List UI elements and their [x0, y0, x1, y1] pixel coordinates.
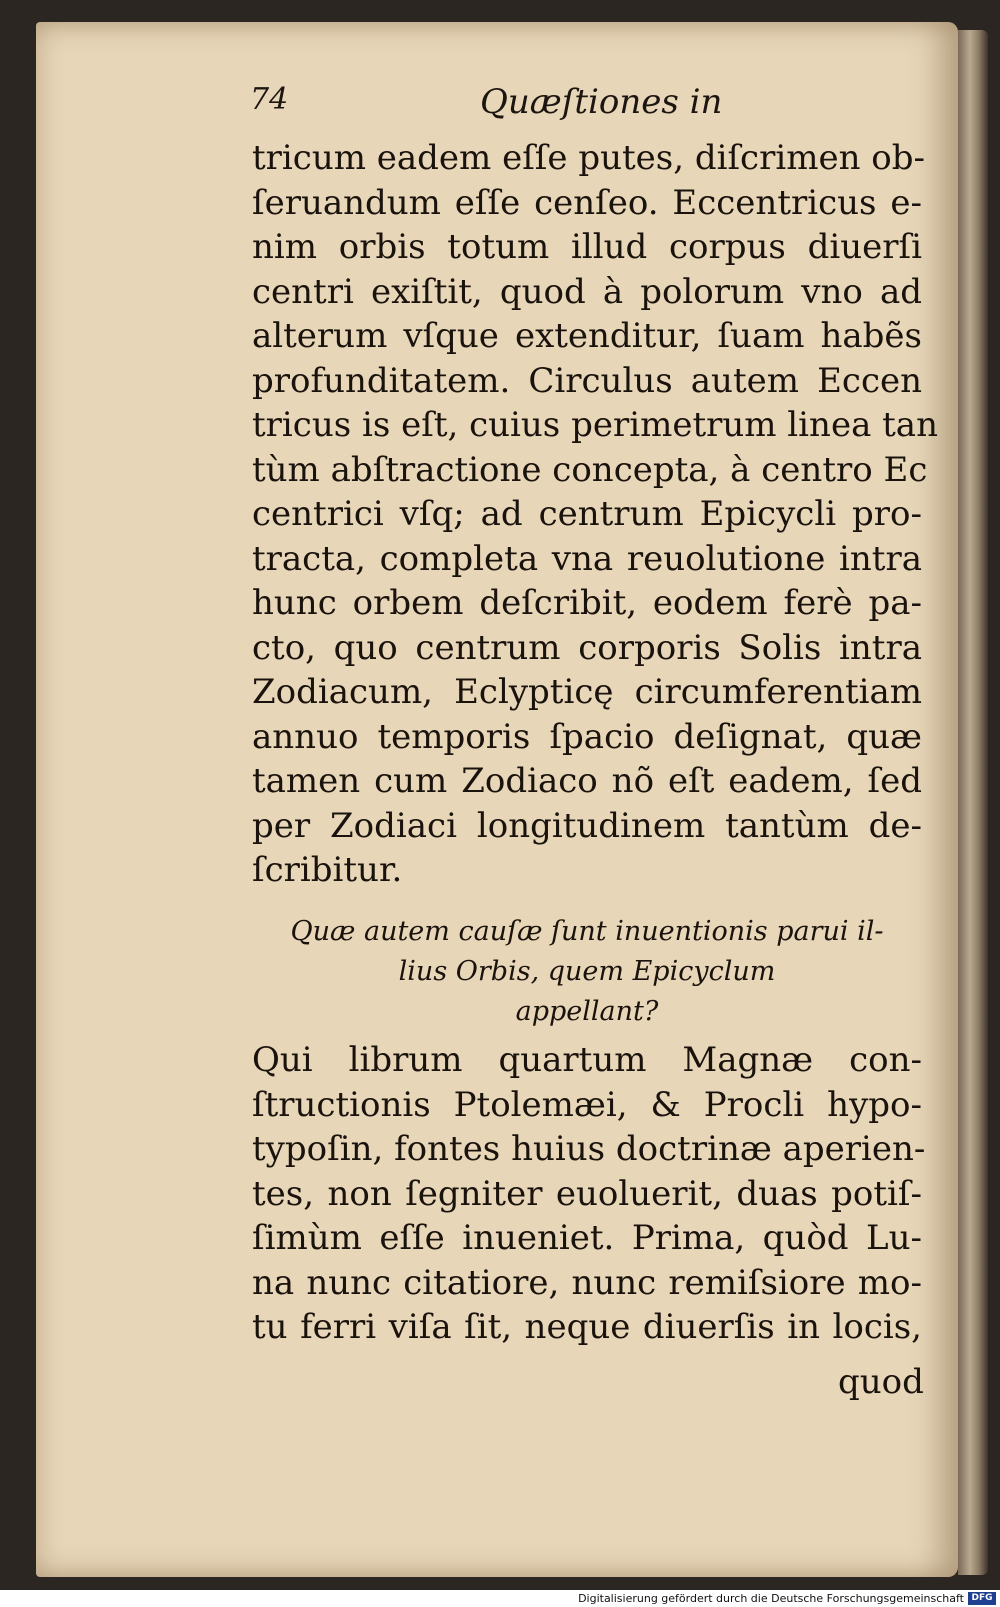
text-line: Qui librum quartum Magnæ con- [252, 1040, 922, 1080]
paragraph-2 [252, 1038, 926, 1350]
text-line: tu ferri viſa ſit, neque diuerſis in locis, [252, 1307, 922, 1347]
text-line: centri exiſtit, quod à polorum vno ad [252, 271, 922, 312]
text-line: typoſin, fontes huius doctrinæ aperien- [252, 1129, 926, 1169]
text-line: centrici vſq; ad centrum Epicycli pro- [252, 494, 922, 534]
text-line: tracta, completa vna reuolutione intra [252, 538, 922, 579]
text-line: ſimùm eſſe inueniet. Prima, quòd Lu- [252, 1218, 922, 1258]
paragraph-1 [252, 136, 938, 893]
text-line: hunc orbem deſcribit, eodem ferè pa- [252, 583, 922, 623]
section-heading [252, 912, 922, 1032]
footer-bar [0, 1590, 1000, 1607]
page-number: 74 [250, 82, 289, 117]
text-line: nim orbis totum illud corpus diuerſi [252, 227, 922, 267]
heading-line: lius Orbis, quem Epicyclum [398, 956, 776, 987]
page-edge [958, 30, 988, 1575]
text-line: ſtructionis Ptolemæi, & Procli hypo- [252, 1084, 922, 1125]
dfg-logo: DFG [968, 1592, 996, 1605]
running-head [250, 82, 930, 132]
text-line: profunditatem. Circulus autem Eccen [252, 360, 922, 401]
text-line: tamen cum Zodiaco nõ eſt eadem, ſed [252, 761, 922, 801]
text-line: tricum eadem eſſe putes, diſcrimen ob- [252, 138, 926, 178]
text-line: alterum vſque extenditur, ſuam habẽs [252, 316, 922, 356]
funding-credit: Digitalisierung gefördert durch die Deutsche Forschungsgemeinschaft [578, 1592, 964, 1605]
text-line: annuo temporis ſpacio deſignat, quæ [252, 716, 922, 757]
catchword: quod [838, 1362, 924, 1402]
text-line: Zodiacum, Eclypticę circumferentiam [252, 672, 922, 712]
running-title: Quæſtiones in [480, 82, 723, 122]
text-line: tùm abſtractione concepta, à centro Ec [252, 449, 928, 490]
text-line: tes, non ſegniter euoluerit, duas potiſ- [252, 1173, 922, 1214]
text-line: na nunc citatiore, nunc remiſsiore mo- [252, 1262, 922, 1303]
text-line: per Zodiaci longitudinem tantùm de- [252, 805, 922, 846]
heading-line: Quæ autem cauſæ ſunt inuentionis parui il- [290, 916, 884, 947]
text-line: tricus is eſt, cuius perimetrum linea tan [252, 405, 938, 445]
text-line: cto, quo centrum corporis Solis intra [252, 627, 922, 668]
text-line: ſeruandum eſſe cenſeo. Eccentricus e- [252, 182, 922, 223]
heading-line: appellant? [515, 996, 659, 1027]
text-line: ſcribitur. [252, 850, 403, 890]
